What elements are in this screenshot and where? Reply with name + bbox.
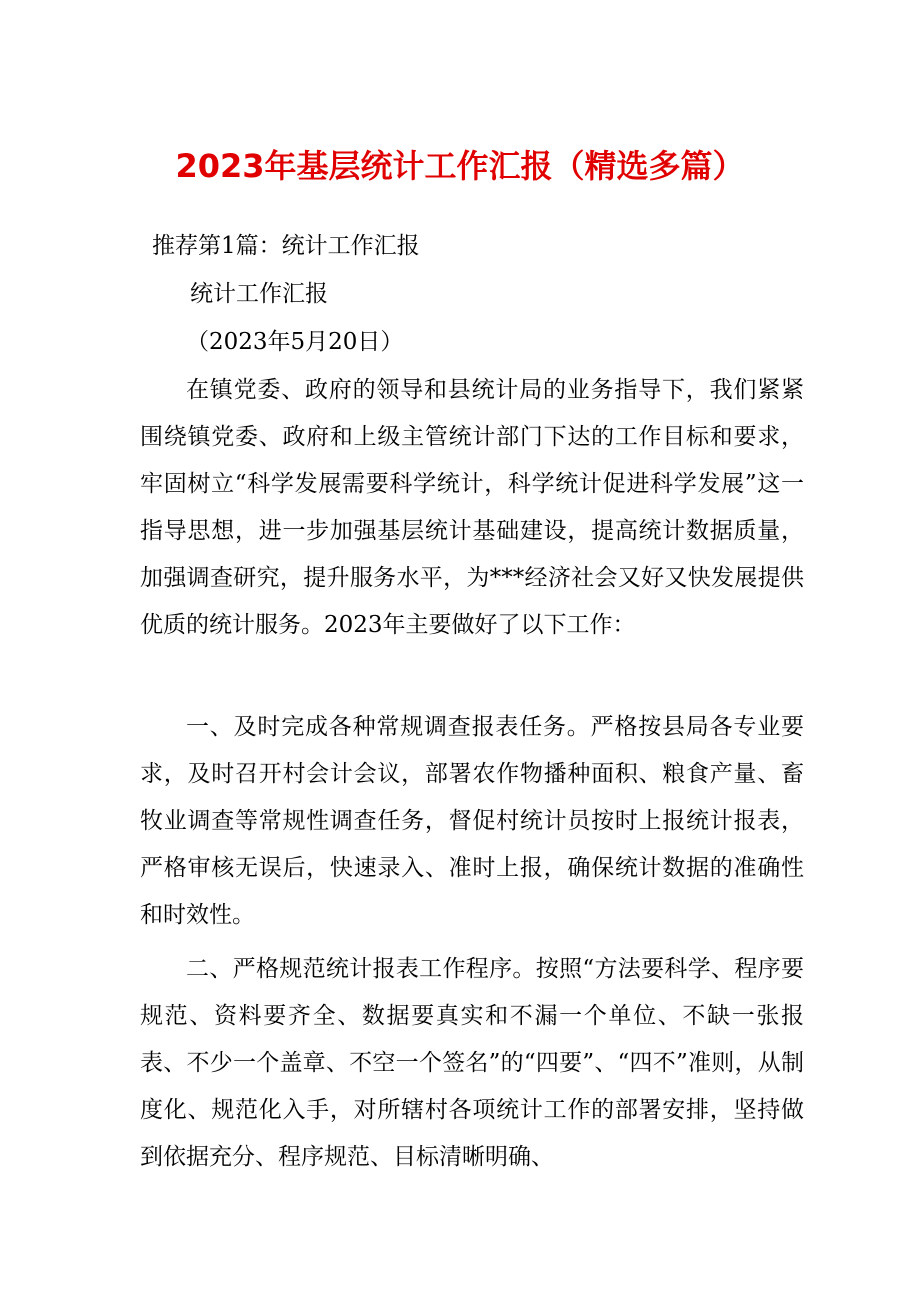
report-date: （2023年5月20日） — [186, 329, 404, 355]
paragraph-item-1: 一、及时完成各种常规调查报表任务。严格按县局各专业要求，及时召开村会计会议，部署农作物播种面积、粮食产量、畜牧业调查等常规性调查任务，督促村统计员按时上报统计报表，严格审核无误后，快速录入、准时上报，确保统计数据的准确性和时效性。 — [140, 714, 804, 928]
recommend-heading: 推荐第1篇：统计工作汇报 — [152, 233, 420, 259]
report-title: 统计工作汇报 — [190, 281, 328, 307]
document-title: 2023年基层统计工作汇报（精选多篇） — [175, 147, 745, 185]
paragraph-intro: 在镇党委、政府的领导和县统计局的业务指导下，我们紧紧围绕镇党委、政府和上级主管统计部门下达的工作目标和要求，牢固树立“科学发展需要科学统计，科学统计促进科学发展”这一指导思想，进一步加强基层统计基础建设，提高统计数据质量，加强调查研究，提升服务水平，为***经济社会又好又快发展提供优质的统计服务。2023年主要做好了以下工作： — [140, 377, 804, 638]
paragraph-item-2: 二、严格规范统计报表工作程序。按照“方法要科学、程序要规范、资料要齐全、数据要真实和不漏一个单位、不缺一张报表、不少一个盖章、不空一个签名”的“四要”、“四不”准则，从制度化、规范化入手，对所辖村各项统计工作的部署安排，坚持做到依据充分、程序规范、目标清晰明确、 — [140, 956, 804, 1170]
